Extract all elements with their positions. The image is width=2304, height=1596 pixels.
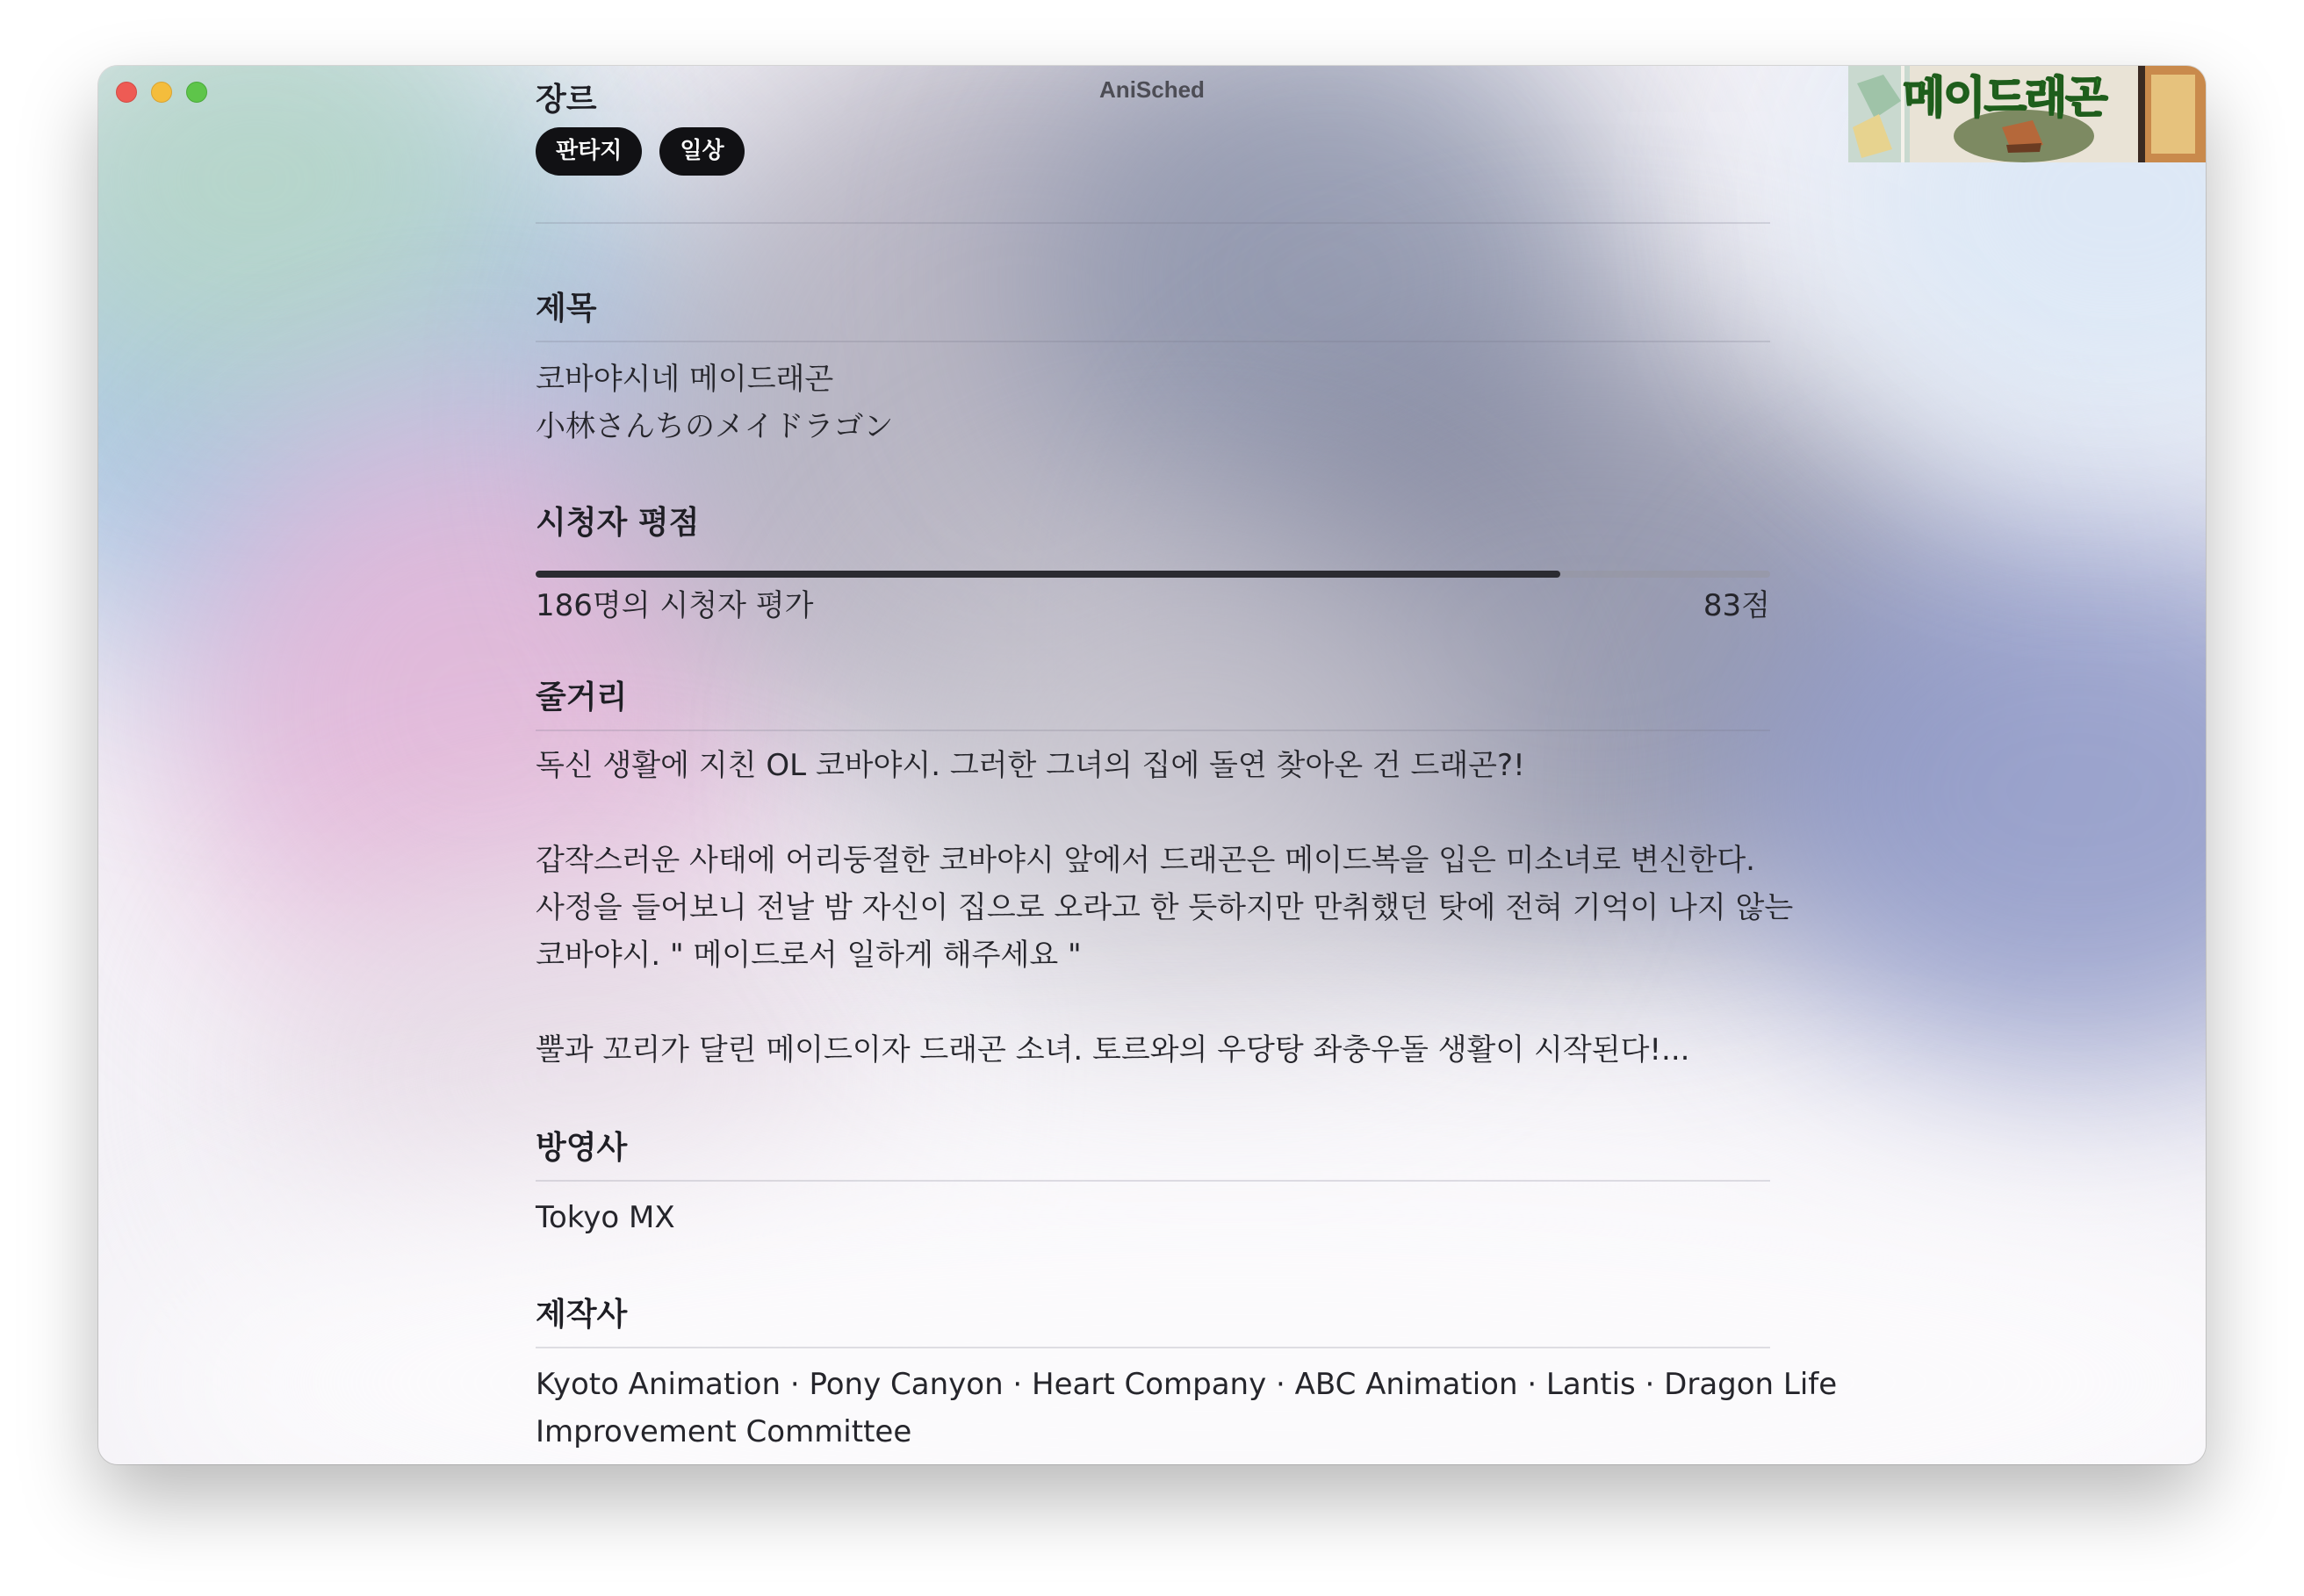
title-heading: 제목	[536, 291, 597, 327]
divider	[536, 222, 1770, 224]
synopsis-line: 뿔과 꼬리가 달린 메이드이자 드래곤 소녀. 토르와의 우당탕 좌충우돌 생활이 시작된다!...	[536, 1032, 1690, 1068]
broadcaster-heading: 방영사	[536, 1130, 628, 1166]
genre-tag[interactable]: 일상	[659, 127, 744, 176]
broadcaster-value: Tokyo MX	[536, 1200, 675, 1235]
synopsis-line: 코바야시. " 메이드로서 일하게 해주세요 "	[536, 938, 1082, 973]
rating-count: 186명의 시청자 평가	[536, 588, 814, 623]
producers-line: Improvement Committee	[536, 1414, 912, 1449]
producers-heading: 제작사	[536, 1297, 628, 1333]
japanese-title: 小林さんちのメイドラゴン	[536, 409, 894, 444]
anime-thumbnail	[1848, 66, 2206, 162]
thumbnail-logo: 메이드래곤	[1903, 72, 2106, 123]
rating-score: 83점	[1703, 588, 1770, 623]
divider	[536, 341, 1770, 342]
synopsis-line: 사정을 들어보니 전날 밤 자신이 집으로 오라고 한 듯하지만 만취했던 탓에 전혀 기억이 나지 않는	[536, 890, 1794, 925]
divider	[536, 1180, 1770, 1182]
genre-tags	[536, 127, 745, 176]
window-title: AniSched	[1099, 76, 1205, 103]
synopsis-line: 갑작스러운 사태에 어리둥절한 코바야시 앞에서 드래곤은 메이드복을 입은 미소녀로 변신한다.	[536, 843, 1755, 878]
divider	[536, 730, 1770, 731]
app-window	[98, 66, 2206, 1464]
rating-heading: 시청자 평점	[536, 505, 700, 541]
synopsis-heading: 줄거리	[536, 679, 628, 715]
rating-bar-fill	[536, 571, 1560, 578]
korean-title: 코바야시네 메이드래곤	[536, 362, 834, 397]
producers-line: Kyoto Animation · Pony Canyon · Heart Company · ABC Animation · Lantis · Dragon Life	[536, 1367, 1838, 1402]
synopsis-line: 독신 생활에 지친 OL 코바야시. 그러한 그녀의 집에 돌연 찾아온 건 드래곤?!	[536, 748, 1525, 783]
divider	[536, 1347, 1770, 1348]
genre-tag[interactable]: 판타지	[536, 127, 642, 176]
genre-heading: 장르	[536, 82, 597, 118]
rating-bar	[536, 571, 1770, 578]
